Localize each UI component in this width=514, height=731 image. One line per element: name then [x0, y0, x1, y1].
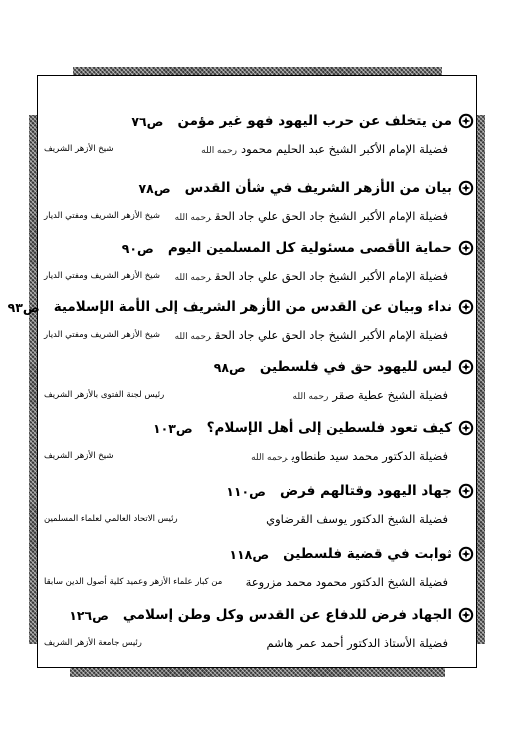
entry-author-role: شيخ الأزهر الشريف — [44, 144, 114, 154]
author-name: فضيلة الشيخ الدكتور محمود محمد مزروعة — [245, 575, 448, 589]
entry-heading-row — [38, 355, 476, 379]
contents-entry — [38, 176, 476, 230]
author-name: فضيلة الإمام الأكبر الشيخ جاد الحق علي جاد الحق — [215, 209, 448, 223]
entry-author-row — [38, 449, 476, 469]
entry-heading-row — [38, 479, 476, 503]
entry-author-row — [38, 575, 476, 595]
entry-heading-row — [7, 295, 476, 319]
entry-title: حماية الأقصى مسئولية كل المسلمين اليوم — [167, 240, 452, 256]
contents-entry — [38, 236, 476, 290]
author-name: فضيلة الشيخ الدكتور يوسف القرضاوي — [266, 512, 448, 526]
contents-entry — [38, 603, 476, 657]
flower-bullet-icon — [458, 607, 474, 623]
decorative-border-bottom — [70, 668, 445, 677]
honorific: رحمه الله — [201, 146, 237, 156]
author-name: فضيلة الدكتور محمد سيد طنطاوي — [291, 449, 448, 463]
entry-author-role: رئيس الاتحاد العالمي لعلماء المسلمين — [44, 514, 178, 524]
entry-author-role: من كبار علماء الأزهر وعميد كلية أصول الدين سابقا — [44, 577, 223, 587]
entry-page-number: ص٧٨ — [138, 180, 171, 196]
entry-heading-row — [38, 416, 476, 440]
entry-author-row — [38, 269, 476, 289]
author-name: فضيلة الإمام الأكبر الشيخ جاد الحق علي جاد الحق — [215, 269, 448, 283]
flower-bullet-icon — [458, 113, 474, 129]
entry-author-row — [38, 209, 476, 229]
entry-title: ثوابت في قضية فلسطين — [283, 546, 452, 562]
entry-page-number: ص٩٨ — [213, 359, 246, 375]
entry-page-number: ص١٠٣ — [152, 420, 193, 436]
entry-heading-row — [38, 603, 476, 627]
author-name: فضيلة الأستاذ الدكتور أحمد عمر هاشم — [266, 636, 448, 650]
entry-author-row — [38, 636, 476, 656]
author-name: فضيلة الإمام الأكبر الشيخ جاد الحق علي جاد الحق — [215, 328, 448, 342]
entry-author-role: شيخ الأزهر الشريف ومفتي الديار — [44, 330, 160, 340]
decorative-border-left — [29, 115, 37, 644]
honorific: رحمه الله — [174, 273, 212, 283]
entry-heading-row — [38, 109, 476, 133]
contents-entry — [38, 109, 476, 163]
flower-bullet-icon — [458, 359, 474, 375]
entry-heading-row — [38, 542, 476, 566]
entry-author-role: رئيس لجنة الفتوى بالأزهر الشريف — [44, 390, 165, 400]
entry-author-row — [38, 142, 476, 162]
entry-author — [175, 328, 448, 342]
entry-title: من يتخلف عن حرب اليهود فهو غير مؤمن — [177, 113, 452, 129]
entry-author-row — [38, 328, 476, 348]
flower-bullet-icon — [458, 299, 474, 315]
honorific: رحمه الله — [174, 332, 212, 342]
author-name: فضيلة الإمام الأكبر الشيخ عبد الحليم محمود — [241, 142, 448, 156]
entry-author-row — [38, 512, 476, 532]
entry-author — [201, 142, 448, 156]
entry-author-role: شيخ الأزهر الشريف ومفتي الديار — [44, 211, 160, 221]
entry-author — [175, 269, 448, 283]
entry-page-number: ص٧٦ — [131, 113, 164, 129]
entry-page-number: ص١١٨ — [229, 546, 270, 562]
entry-title: جهاد اليهود وقتالهم فرض — [279, 483, 452, 499]
decorative-border-top — [73, 67, 442, 75]
flower-bullet-icon — [458, 546, 474, 562]
honorific: رحمه الله — [292, 392, 329, 402]
author-name: فضيلة الشيخ عطية صقر — [332, 388, 448, 402]
entry-page-number: ص٩٣ — [7, 299, 40, 315]
entry-title: نداء وبيان عن القدس من الأزهر الشريف إلى الأمة الإسلامية — [53, 299, 452, 315]
entry-author-role: شيخ الأزهر الشريف — [44, 451, 114, 461]
entry-author — [175, 209, 448, 223]
entry-author-role: رئيس جامعة الأزهر الشريف — [44, 638, 142, 648]
entry-title: ليس لليهود حق في فلسطين — [259, 359, 452, 375]
contents-entry — [38, 479, 476, 533]
honorific: رحمه الله — [251, 453, 288, 463]
entry-heading-row — [38, 176, 476, 200]
entry-page-number: ص١١٠ — [226, 483, 266, 499]
entry-page-number: ص١٢٦ — [69, 607, 109, 623]
entry-title: بيان من الأزهر الشريف في شأن القدس — [184, 180, 452, 196]
contents-entry — [7, 295, 476, 349]
entry-heading-row — [38, 236, 476, 260]
contents-entry — [38, 542, 476, 596]
entry-title: الجهاد فرض للدفاع عن القدس وكل وطن إسلامي — [122, 607, 452, 623]
entry-author — [251, 449, 448, 463]
entry-page-number: ص٩٠ — [121, 240, 154, 256]
entry-author-row — [38, 388, 476, 408]
entry-author — [262, 636, 448, 650]
contents-entry — [38, 416, 476, 470]
entry-author-role: شيخ الأزهر الشريف ومفتي الديار — [44, 271, 160, 281]
entry-title: كيف تعود فلسطين إلى أهل الإسلام؟ — [206, 420, 452, 436]
flower-bullet-icon — [458, 240, 474, 256]
flower-bullet-icon — [458, 483, 474, 499]
contents-entry — [38, 355, 476, 409]
entry-author — [242, 575, 448, 589]
flower-bullet-icon — [458, 180, 474, 196]
honorific: رحمه الله — [174, 213, 212, 223]
entry-author — [293, 388, 448, 402]
flower-bullet-icon — [458, 420, 474, 436]
contents-frame — [7, 75, 477, 668]
decorative-border-right — [477, 115, 485, 644]
entry-author — [262, 512, 448, 526]
